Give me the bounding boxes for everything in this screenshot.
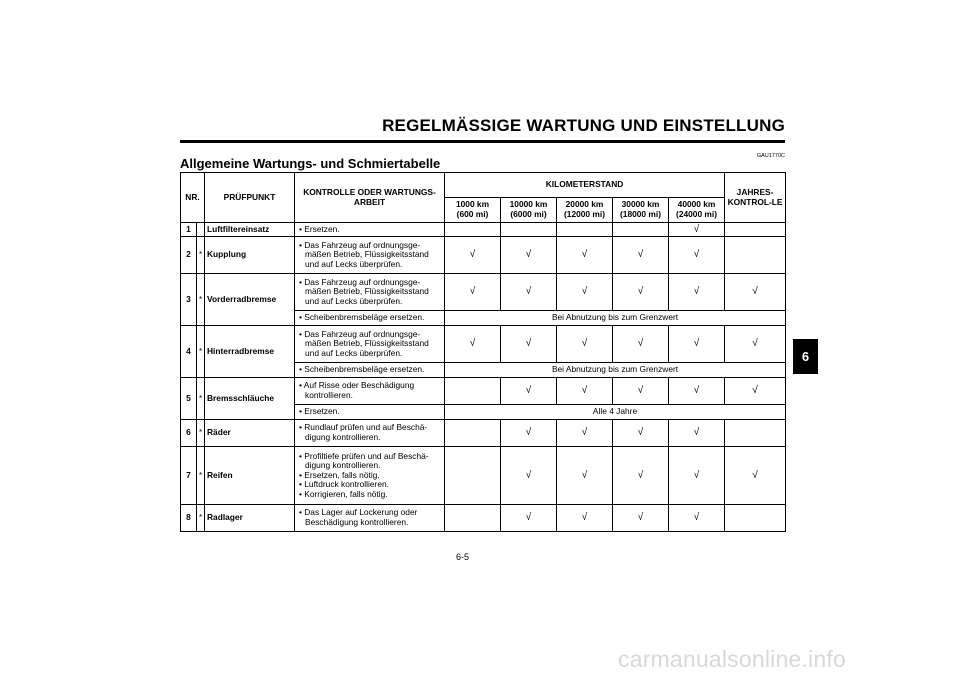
check-mark: √ [669,420,725,447]
table-row [181,326,786,363]
row-item: Radlager [205,505,295,532]
header-jahreskontrolle: JAHRES-KONTROL-LE [725,173,786,223]
section-title: Allgemeine Wartungs- und Schmiertabelle [180,156,441,171]
table-row [181,223,786,237]
row-interval-note: Bei Abnutzung bis zum Grenzwert [445,363,786,378]
check-mark: √ [501,505,557,532]
table-row [181,378,786,405]
document-code: GAU1770C [756,153,785,159]
check-mark: √ [445,237,501,274]
check-mark: √ [557,326,613,363]
check-mark: √ [557,447,613,505]
header-km-1000: 1000 km (600 mi) [445,198,501,223]
row-number: 2 [181,237,197,274]
check-mark: √ [613,237,669,274]
chapter-tab: 6 [793,339,818,374]
header-km-10000: 10000 km (6000 mi) [501,198,557,223]
row-number: 5 [181,378,197,420]
row-work: • Auf Risse oder Beschädigung kontrollieren. [295,378,445,405]
row-interval-note: Bei Abnutzung bis zum Grenzwert [445,311,786,326]
check-mark: √ [501,420,557,447]
check-mark: √ [613,378,669,405]
header-kilometerstand: KILOMETERSTAND [445,173,725,198]
watermark: carmanualsonline.info [618,646,846,672]
row-star: * [197,237,205,274]
page-title: REGELMÄSSIGE WARTUNG UND EINSTELLUNG [382,116,785,135]
check-mark: √ [669,223,725,237]
check-mark: √ [501,237,557,274]
row-item: Bremsschläuche [205,378,295,420]
row-work: • Scheibenbremsbeläge ersetzen. [295,311,445,326]
row-work: • Das Lager auf Lockerung oder Beschädigung kontrollieren. [295,505,445,532]
header-kontrolle: KONTROLLE ODER WARTUNGS-ARBEIT [295,173,445,223]
header-km-30000: 30000 km (18000 mi) [613,198,669,223]
check-mark: √ [725,274,786,311]
check-mark: √ [557,274,613,311]
check-mark: √ [445,326,501,363]
row-item: Vorderradbremse [205,274,295,326]
row-star: * [197,447,205,505]
check-mark: √ [725,447,786,505]
table-row [181,505,786,532]
check-mark: √ [557,505,613,532]
check-mark: √ [669,447,725,505]
maintenance-table [180,172,786,532]
check-mark: √ [613,447,669,505]
row-interval-note: Alle 4 Jahre [445,405,786,420]
row-number: 4 [181,326,197,378]
row-star [197,223,205,237]
table-row [181,274,786,311]
check-mark: √ [669,237,725,274]
title-rule [180,140,785,143]
check-mark: √ [613,505,669,532]
check-mark: √ [557,237,613,274]
check-mark: √ [557,420,613,447]
table-row [181,237,786,274]
check-mark: √ [445,274,501,311]
row-work: • Ersetzen. [295,405,445,420]
header-km-40000: 40000 km (24000 mi) [669,198,725,223]
row-item: Räder [205,420,295,447]
row-work: • Ersetzen. [295,223,445,237]
header-nr: NR. [181,173,205,223]
row-work: • Das Fahrzeug auf ordnungsge-mäßen Betrieb, Flüssigkeitsstand und auf Lecks überprüfen. [295,274,445,311]
row-number: 6 [181,420,197,447]
row-work: • Profiltiefe prüfen und auf Beschä-digung kontrollieren. • Ersetzen, falls nötig. • Luftdruck kontrollieren. • Korrigieren, falls nötig. [295,447,445,505]
row-star: * [197,378,205,420]
row-work: • Scheibenbremsbeläge ersetzen. [295,363,445,378]
check-mark: √ [669,505,725,532]
row-number: 8 [181,505,197,532]
row-work: • Das Fahrzeug auf ordnungsge-mäßen Betrieb, Flüssigkeitsstand und auf Lecks überprüfen. [295,326,445,363]
row-item: Kupplung [205,237,295,274]
table-row [181,447,786,505]
check-mark: √ [501,447,557,505]
row-item: Luftfiltereinsatz [205,223,295,237]
check-mark: √ [669,326,725,363]
check-mark: √ [501,378,557,405]
page-number: 6-5 [456,552,470,562]
row-work: • Das Fahrzeug auf ordnungsge-mäßen Betrieb, Flüssigkeitsstand und auf Lecks überprüfen. [295,237,445,274]
check-mark: √ [501,326,557,363]
row-number: 3 [181,274,197,326]
row-star: * [197,420,205,447]
row-item: Hinterradbremse [205,326,295,378]
check-mark: √ [613,326,669,363]
header-pruefpunkt: PRÜFPUNKT [205,173,295,223]
row-number: 1 [181,223,197,237]
check-mark: √ [669,378,725,405]
check-mark: √ [669,274,725,311]
row-star: * [197,326,205,378]
check-mark: √ [613,420,669,447]
row-star: * [197,274,205,326]
table-row [181,420,786,447]
check-mark: √ [613,274,669,311]
row-work: • Rundlauf prüfen und auf Beschä-digung kontrollieren. [295,420,445,447]
check-mark: √ [501,274,557,311]
row-item: Reifen [205,447,295,505]
header-km-20000: 20000 km (12000 mi) [557,198,613,223]
check-mark: √ [557,378,613,405]
row-number: 7 [181,447,197,505]
row-star: * [197,505,205,532]
check-mark: √ [725,326,786,363]
check-mark: √ [725,378,786,405]
